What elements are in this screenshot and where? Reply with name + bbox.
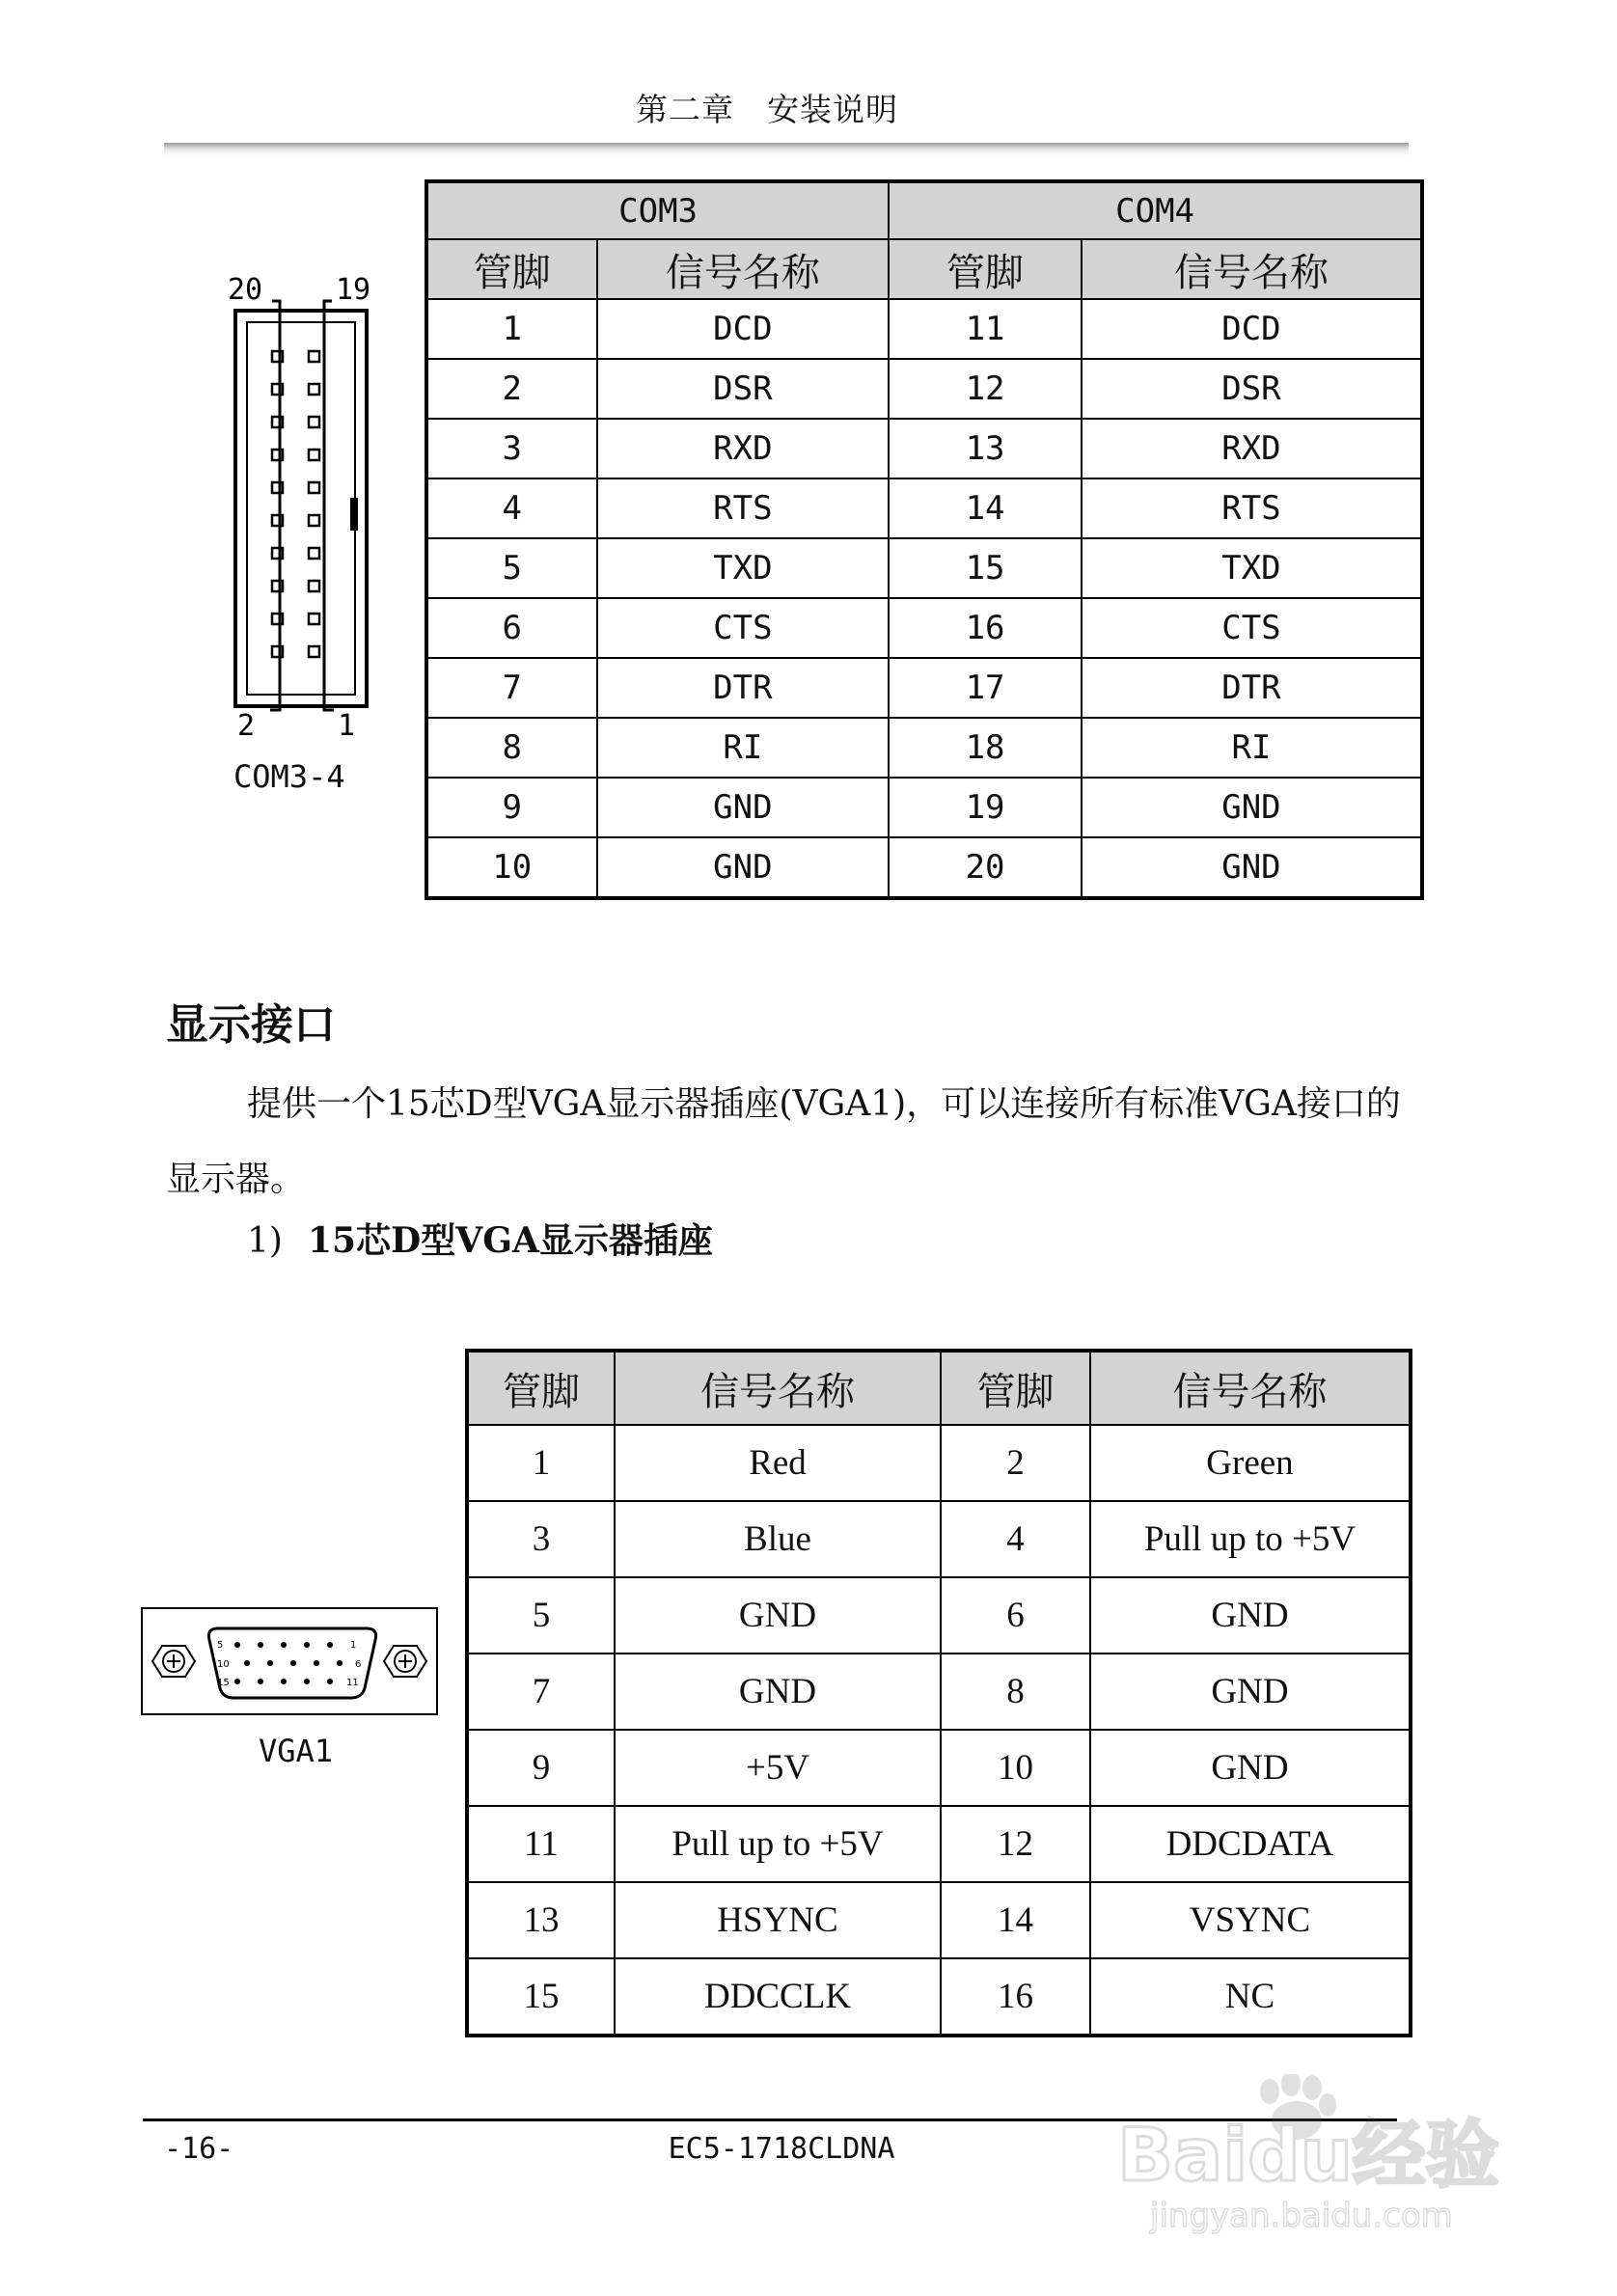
pin-number-cell: 2: [941, 1425, 1090, 1501]
signal-name-cell: GND: [615, 1654, 941, 1730]
pin-number-cell: 14: [941, 1882, 1090, 1958]
signal-name-cell: GND: [615, 1577, 941, 1654]
table-row: [467, 1425, 1411, 1501]
pin-label-19: 19: [336, 273, 371, 307]
signal-name-cell: Pull up to +5V: [615, 1806, 941, 1882]
vga-pin-label: 6: [355, 1659, 362, 1670]
pin-number-cell: 4: [426, 478, 597, 538]
table-row: [467, 1654, 1411, 1730]
pin-number-cell: 3: [467, 1501, 615, 1577]
section-heading: 显示接口: [166, 1000, 336, 1050]
signal-name-cell: DTR: [1082, 658, 1422, 718]
table-row: [426, 538, 1422, 598]
col-pin-header: 管脚: [467, 1351, 615, 1425]
table-row: [467, 1501, 1411, 1577]
signal-name-cell: Pull up to +5V: [1090, 1501, 1411, 1577]
col-signal-header: 信号名称: [615, 1351, 941, 1425]
signal-name-cell: CTS: [597, 598, 890, 658]
pin-number-cell: 20: [889, 837, 1082, 898]
pin-number-cell: 7: [467, 1654, 615, 1730]
signal-name-cell: RTS: [1082, 478, 1422, 538]
signal-name-cell: CTS: [1082, 598, 1422, 658]
pin-number-cell: 18: [889, 718, 1082, 778]
signal-name-cell: TXD: [1082, 538, 1422, 598]
table-row: [467, 1806, 1411, 1882]
table-row: [426, 658, 1422, 718]
pin-number-cell: 5: [467, 1577, 615, 1654]
pin-number-cell: 17: [889, 658, 1082, 718]
vga-pin-label: 10: [217, 1659, 230, 1670]
pin-number-cell: 6: [426, 598, 597, 658]
com-connector-diagram: [218, 262, 401, 745]
pin-number-cell: 6: [941, 1577, 1090, 1654]
pin-number-cell: 12: [889, 359, 1082, 419]
col-signal-header: 信号名称: [1082, 239, 1422, 299]
subsection-title: 15芯D型VGA显示器插座: [307, 1220, 713, 1261]
pin-number-cell: 11: [889, 299, 1082, 359]
watermark-url: jingyan.baidu.com: [1150, 2197, 1453, 2235]
pin-number-cell: 15: [889, 538, 1082, 598]
pin-number-cell: 16: [941, 1958, 1090, 2036]
table-row: [467, 1730, 1411, 1806]
pin-label-1: 1: [338, 709, 356, 743]
com4-group-header: COM4: [889, 181, 1422, 239]
table-row: [426, 718, 1422, 778]
pin-number-cell: 9: [467, 1730, 615, 1806]
pin-number-cell: 14: [889, 478, 1082, 538]
signal-name-cell: Green: [1090, 1425, 1411, 1501]
signal-name-cell: +5V: [615, 1730, 941, 1806]
table-row: [467, 1577, 1411, 1654]
signal-name-cell: DSR: [597, 359, 890, 419]
pin-label-20: 20: [228, 273, 263, 307]
pin-number-cell: 2: [426, 359, 597, 419]
signal-name-cell: RXD: [1082, 419, 1422, 478]
signal-name-cell: RTS: [597, 478, 890, 538]
pin-number-cell: 4: [941, 1501, 1090, 1577]
signal-name-cell: GND: [597, 778, 890, 837]
table-row: [426, 359, 1422, 419]
vga-connector-caption: VGA1: [259, 1733, 334, 1769]
subsection-number: 1): [247, 1221, 283, 1261]
signal-name-cell: TXD: [597, 538, 890, 598]
table-row: [426, 299, 1422, 359]
signal-name-cell: GND: [1090, 1730, 1411, 1806]
signal-name-cell: NC: [1090, 1958, 1411, 2036]
pin-number-cell: 8: [941, 1654, 1090, 1730]
pin-number-cell: 10: [426, 837, 597, 898]
pin-number-cell: 1: [467, 1425, 615, 1501]
subsection-heading: [247, 1214, 713, 1263]
signal-name-cell: DSR: [1082, 359, 1422, 419]
model-number: EC5-1718CLDNA: [668, 2132, 895, 2166]
baidu-watermark-logo: [1108, 2074, 1513, 2238]
signal-name-cell: GND: [1082, 837, 1422, 898]
signal-name-cell: Blue: [615, 1501, 941, 1577]
pin-number-cell: 13: [467, 1882, 615, 1958]
com-connector-caption: COM3-4: [233, 758, 345, 795]
vga-pin-label: 5: [217, 1640, 224, 1651]
signal-name-cell: DCD: [1082, 299, 1422, 359]
signal-name-cell: GND: [1082, 778, 1422, 837]
pin-number-cell: 1: [426, 299, 597, 359]
table-row: [467, 1958, 1411, 2036]
signal-name-cell: DTR: [597, 658, 890, 718]
vga-pin-label: 15: [217, 1678, 230, 1688]
table-row: [426, 419, 1422, 478]
vga-pin-label: 1: [350, 1640, 357, 1651]
pin-number-cell: 15: [467, 1958, 615, 2036]
watermark-brand: Baidu经验: [1117, 2112, 1499, 2198]
vga-pinout-table: [465, 1349, 1412, 2037]
pin-number-cell: 19: [889, 778, 1082, 837]
signal-name-cell: RI: [1082, 718, 1422, 778]
com-pinout-table: [425, 179, 1424, 900]
signal-name-cell: DCD: [597, 299, 890, 359]
vga-table-body: [467, 1425, 1411, 2036]
pin-number-cell: 9: [426, 778, 597, 837]
col-pin-header: 管脚: [426, 239, 597, 299]
table-row: [426, 778, 1422, 837]
pin-label-2: 2: [237, 709, 256, 743]
signal-name-cell: GND: [1090, 1577, 1411, 1654]
pin-number-cell: 11: [467, 1806, 615, 1882]
signal-name-cell: DDCCLK: [615, 1958, 941, 2036]
chapter-title: 第二章 安装说明: [636, 91, 898, 128]
col-pin-header: 管脚: [941, 1351, 1090, 1425]
pin-number-cell: 3: [426, 419, 597, 478]
table-row: [426, 598, 1422, 658]
signal-name-cell: RXD: [597, 419, 890, 478]
vga-pin-label: 11: [346, 1678, 359, 1688]
col-signal-header: 信号名称: [597, 239, 890, 299]
page-number: -16-: [164, 2132, 234, 2166]
signal-name-cell: HSYNC: [615, 1882, 941, 1958]
signal-name-cell: Red: [615, 1425, 941, 1501]
pin-number-cell: 13: [889, 419, 1082, 478]
com3-group-header: COM3: [426, 181, 889, 239]
pin-number-cell: 10: [941, 1730, 1090, 1806]
signal-name-cell: DDCDATA: [1090, 1806, 1411, 1882]
signal-name-cell: GND: [597, 837, 890, 898]
header-rule: [164, 143, 1409, 156]
signal-name-cell: GND: [1090, 1654, 1411, 1730]
vga-connector-diagram: [141, 1607, 438, 1715]
table-row: [426, 478, 1422, 538]
pin-number-cell: 16: [889, 598, 1082, 658]
pin-number-cell: 5: [426, 538, 597, 598]
signal-name-cell: VSYNC: [1090, 1882, 1411, 1958]
col-signal-header: 信号名称: [1090, 1351, 1411, 1425]
com-table-body: [426, 299, 1422, 898]
pin-number-cell: 7: [426, 658, 597, 718]
col-pin-header: 管脚: [889, 239, 1082, 299]
pin-number-cell: 12: [941, 1806, 1090, 1882]
pin-number-cell: 8: [426, 718, 597, 778]
table-row: [426, 837, 1422, 898]
signal-name-cell: RI: [597, 718, 890, 778]
table-row: [467, 1882, 1411, 1958]
section-paragraph: 提供一个15芯D型VGA显示器插座(VGA1)，可以连接所有标准VGA接口的显示器。: [166, 1084, 1401, 1199]
